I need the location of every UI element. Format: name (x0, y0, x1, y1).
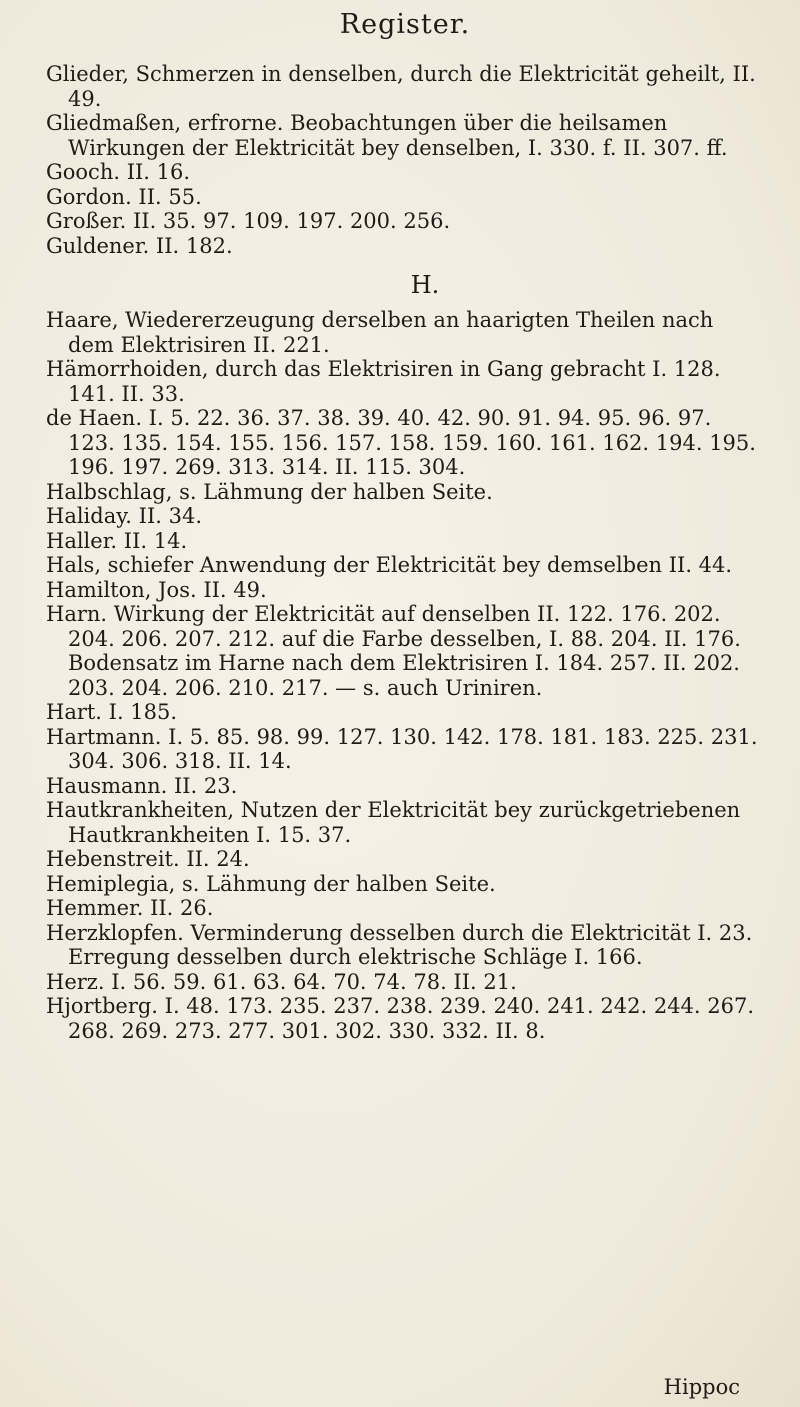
index-entry: Hemmer. II. 26. (46, 896, 214, 920)
index-entry: Gordon. II. 55. (46, 184, 202, 209)
index-entry: Halbschlag, s. Lähmung der halben Seite. (46, 479, 493, 504)
section-letter: H. (410, 271, 440, 299)
index-entry: Haller. II. 14. (46, 528, 188, 553)
index-entry: Haliday. II. 34. (46, 504, 202, 528)
index-entry: Gooch. II. 16. (46, 160, 191, 184)
running-head: Register. (339, 9, 471, 40)
index-entry: Harn. Wirkung der Elektricität auf denselben II. 122. 176. 202. 204. 206. 207. 212. auf die Farbe desselben, I. 88. 204. II. 176. Bodensatz im Harne nach dem Elektrisiren I. 184. 257. II. 202. 203. 204. 206. 210. 217. — s. auch Uriniren. (46, 602, 741, 700)
index-entry: Hart. I. 185. (46, 700, 178, 724)
index-entry: Haare, Wiedererzeugung derselben an haarigten Theilen nach dem Elektrisiren II. 221. (46, 308, 714, 357)
index-entry: de Haen. I. 5. 22. 36. 37. 38. 39. 40. 42. 90. 91. 94. 95. 96. 97. 123. 135. 154. 155. 156. 157. 158. 159. 160. 161. 162. 194. 195. 196. 197. 269. 313. 314. II. 115. 304. (46, 406, 756, 479)
index-entry: Hemiplegia, s. Lähmung der halben Seite. (46, 871, 496, 896)
entries-h (46, 308, 764, 1043)
index-entry: Großer. II. 35. 97. 109. 197. 200. 256. (46, 209, 451, 233)
index-entry: Guldener. II. 182. (46, 233, 233, 258)
index-entry: Herz. I. 56. 59. 61. 63. 64. 70. 74. 78. II. 21. (46, 969, 517, 994)
index-entry: Hjortberg. I. 48. 173. 235. 237. 238. 239. 240. 241. 242. 244. 267. 268. 269. 273. 277. 301. 302. 330. 332. II. 8. (46, 994, 755, 1043)
index-entry: Hals, schiefer Anwendung der Elektricität bey demselben II. 44. (46, 553, 733, 577)
index-entry: Herzklopfen. Verminderung desselben durch die Elektricität I. 23. Erregung desselben durch elektrische Schläge I. 166. (46, 920, 753, 969)
index-entry: Hartmann. I. 5. 85. 98. 99. 127. 130. 142. 178. 181. 183. 225. 231. 304. 306. 318. II. 14. (46, 724, 758, 773)
index-entry: Glieder, Schmerzen in denselben, durch die Elektricität geheilt, II. 49. (46, 62, 756, 111)
index-entry: Hausmann. II. 23. (46, 773, 238, 798)
catchword: Hippoc (663, 1375, 740, 1399)
index-entry: Hautkrankheiten, Nutzen der Elektricität bey zurückgetriebenen Hautkrankheiten I. 15. 37. (46, 798, 741, 847)
index-entry: Hämorrhoiden, durch das Elektrisiren in Gang gebracht I. 128. 141. II. 33. (46, 357, 721, 406)
index-entry: Gliedmaßen, erfrorne. Beobachtungen über die heilsamen Wirkungen der Elektricität bey denselben, I. 330. f. II. 307. ff. (46, 111, 728, 160)
index-entry: Hamilton, Jos. II. 49. (46, 577, 267, 602)
entries-g (46, 62, 764, 258)
index-entry: Hebenstreit. II. 24. (46, 847, 250, 871)
